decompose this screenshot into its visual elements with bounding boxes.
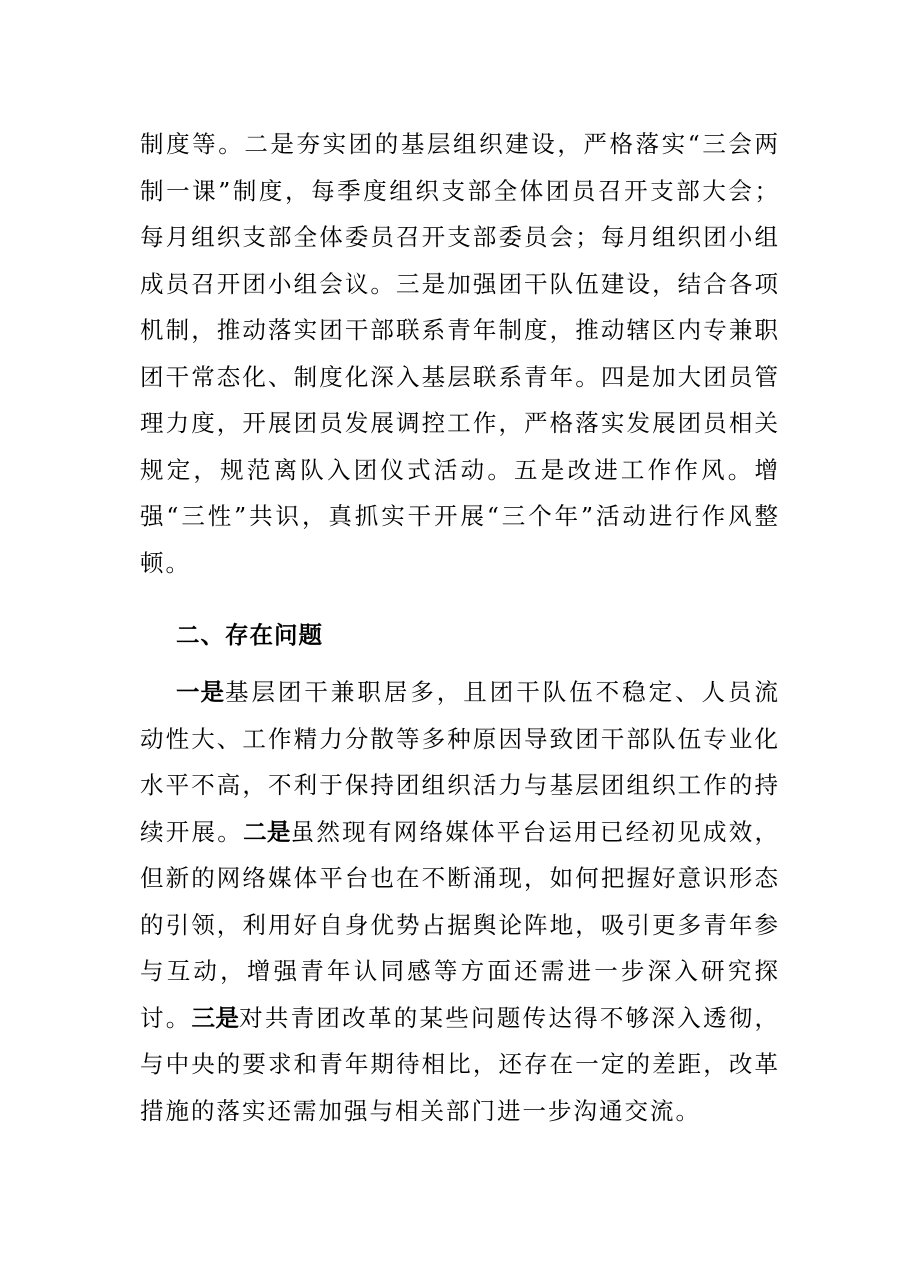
issue-3-text: 对共青团改革的某些问题传达得不够深入透彻，与中央的要求和青年期待相比，还存在一定的差距，改革措施的落实还需加强与相关部门进一步沟通交流。 xyxy=(140,1003,781,1125)
issue-3-lead: 三是 xyxy=(191,1003,240,1032)
issue-1-lead: 一是 xyxy=(176,678,225,706)
section-heading: 二、存在问题 xyxy=(176,621,323,649)
paragraph-work-measures: 制度等。二是夯实团的基层组织建设，严格落实“三会两制一课”制度，每季度组织支部全体团员召开支部大会；每月组织支部全体委员召开支部委员会；每月组织团小组成员召开团小组会议。三是加强团干队伍建设，结合各项机制，推动落实团干部联系青年制度，推动辖区内专兼职团干常态化、制度化深入基层联系青年。四是加大团员管理力度，开展团员发展调控工作，严格落实发展团员相关规定，规范离队入团仪式活动。五是改进工作作风。增强“三性”共识，真抓实干开展“三个年”活动进行作风整顿。 xyxy=(140,130,780,577)
issue-2-text: 虽然现有网络媒体平台运用已经初见成效，但新的网络媒体平台也在不断涌现，如何把握好意识形态的引领，利用好自身优势占据舆论阵地，吸引更多青年参与互动，增强青年认同感等方面还需进一步深入研究探讨。 xyxy=(140,817,781,1032)
paragraph-issues xyxy=(140,669,780,1134)
issue-1-text: 基层团干兼职居多，且团干队伍不稳定、人员流动性大、工作精力分散等多种原因导致团干部队伍专业化水平不高，不利于保持团组织活力与基层团组织工作的持续开展。 xyxy=(140,678,781,846)
issue-2-lead: 二是 xyxy=(243,817,291,846)
